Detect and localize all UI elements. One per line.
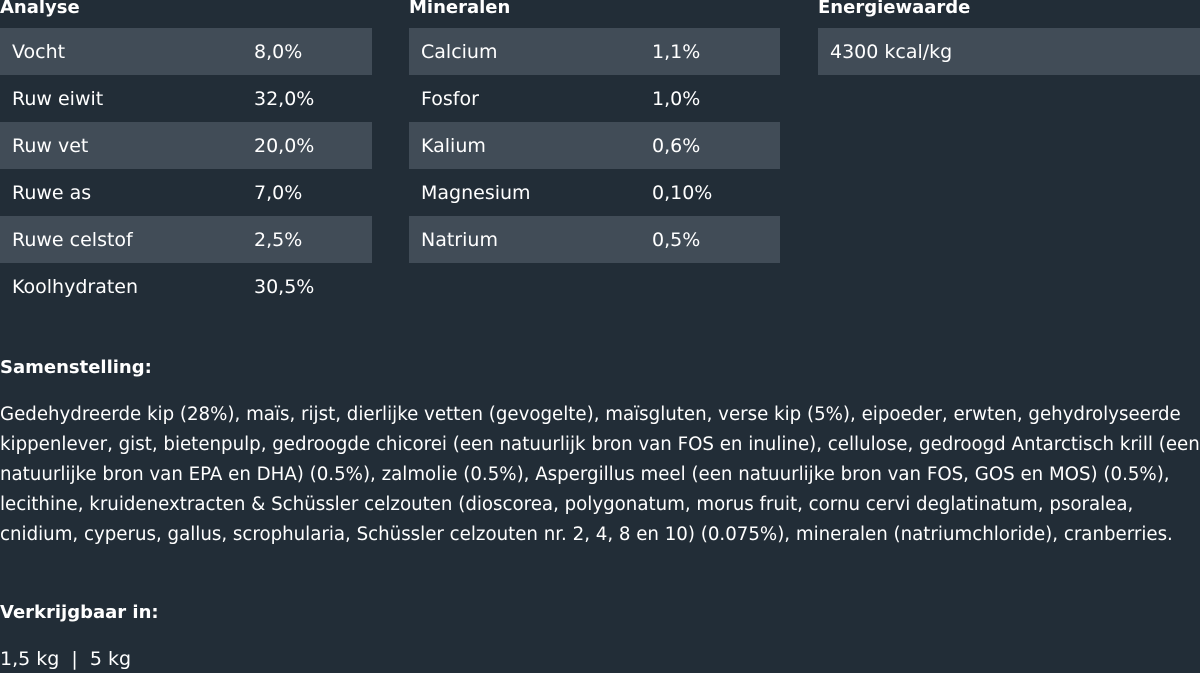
mineral-value: 0,6% [640,122,780,169]
table-row [409,122,780,169]
table-row [409,75,780,122]
table-row [0,28,372,75]
table-row [0,263,372,310]
table-row [0,75,372,122]
mineral-value: 1,0% [652,87,701,110]
table-row [409,169,780,216]
energy-section [818,0,1200,75]
analysis-heading: Analyse [0,0,80,18]
table-row [0,216,372,263]
minerals-heading: Mineralen [409,0,511,18]
energy-table [818,28,1200,75]
nutrient-value: 20,0% [242,122,372,169]
table-row [409,216,780,263]
nutrient-label: Ruw vet [0,122,242,169]
mineral-label: Natrium [409,216,640,263]
nutrient-label: Koolhydraten [12,275,139,298]
minerals-section [409,0,780,263]
composition-heading: Samenstelling: [0,357,152,378]
mineral-value: 0,10% [652,181,713,204]
availability-heading: Verkrijgbaar in: [0,602,159,623]
nutrient-label: Ruw eiwit [12,87,104,110]
composition-text: Gedehydreerde kip (28%), maïs, rijst, dierlijke vetten (gevogelte), maïsgluten, verse kip (5%), eipoeder, erwten, gehydrolyseerde kippenlever, gist, bietenpulp, gedroogde chicorei (een natuurlijk bron van FOS en inuline), cellulose, gedroogd Antarctisch krill (een natuurlijke bron van EPA en DHA) (0.5%), zalmolie (0.5%), Aspergillus meel (een natuurlijke bron van FOS, GOS en MOS) (0.5%), lecithine, kruidenextracten & Schüssler celzouten (dioscorea, polygonatum, morus fruit, cornu cervi deglatinatum, psoralea, cnidium, cyperus, gallus, scrophularia, Schüssler celzouten nr. 2, 4, 8 en 10) (0.075%), mineralen (natriumchloride), cranberries. [0,404,1200,545]
nutrient-value: 7,0% [254,181,303,204]
nutrient-value: 8,0% [242,28,372,75]
nutrient-label: Vocht [0,28,242,75]
table-row [818,28,1200,75]
nutrient-label: Ruwe celstof [0,216,242,263]
mineral-label: Fosfor [421,87,479,110]
nutrient-label: Ruwe as [12,181,92,204]
nutrient-value: 2,5% [242,216,372,263]
table-row [409,28,780,75]
mineral-label: Magnesium [421,181,531,204]
table-row [0,169,372,216]
analysis-section [0,0,372,310]
mineral-value: 0,5% [640,216,780,263]
analysis-table [0,28,372,310]
mineral-value: 1,1% [640,28,780,75]
nutrient-value: 30,5% [254,275,315,298]
minerals-table [409,28,780,263]
mineral-label: Kalium [409,122,640,169]
energy-value: 4300 kcal/kg [818,28,1200,75]
available-sizes: 1,5 kg | 5 kg [0,648,132,670]
energy-heading: Energiewaarde [818,0,971,18]
mineral-label: Calcium [409,28,640,75]
table-row [0,122,372,169]
nutrient-value: 32,0% [254,87,315,110]
